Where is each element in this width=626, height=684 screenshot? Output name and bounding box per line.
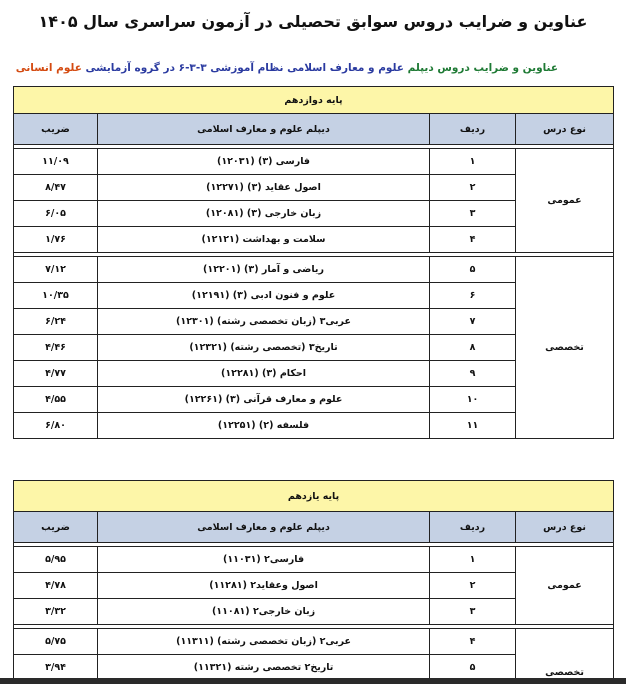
row-number: ۴: [430, 629, 516, 655]
table-row: [14, 257, 614, 283]
table-row: [14, 149, 614, 175]
subtitle-part-3: علوم انسانی: [15, 62, 82, 74]
course-title: عربی۲ (زبان تخصصی رشته) (۱۱۳۱۱): [98, 629, 430, 655]
page-title: عناوین و ضرایب دروس سوابق تحصیلی در آزمون سراسری سال ۱۴۰۵: [38, 12, 588, 31]
coefficient: ۵/۷۵: [14, 629, 98, 655]
table-row: [14, 629, 614, 655]
header-coefficient: ضریب: [14, 512, 98, 543]
coefficient: ۴/۷۸: [14, 573, 98, 599]
course-title: زبان خارجی۲ (۱۱۰۸۱): [98, 599, 430, 625]
course-title: اصول وعقاید۲ (۱۱۲۸۱): [98, 573, 430, 599]
page-subtitle: [16, 62, 558, 74]
header-course-title: دیپلم علوم و معارف اسلامی: [98, 512, 430, 543]
coefficient: ۴/۷۷: [14, 361, 98, 387]
coefficient: ۶/۰۵: [14, 201, 98, 227]
grade-11-table: [13, 480, 614, 681]
coefficient: ۶/۲۴: [14, 309, 98, 335]
coefficient: ۳/۹۴: [14, 655, 98, 681]
course-title: تاریخ۳ (تخصصی رشته) (۱۲۳۲۱): [98, 335, 430, 361]
row-number: ۵: [430, 655, 516, 681]
course-title: فارسی۲ (۱۱۰۳۱): [98, 547, 430, 573]
header-course-type: نوع درس: [516, 512, 614, 543]
course-title: فارسی (۳) (۱۲۰۳۱): [98, 149, 430, 175]
row-number: ۷: [430, 309, 516, 335]
coefficient: ۴/۴۶: [14, 335, 98, 361]
course-title: فلسفه (۲) (۱۲۲۵۱): [98, 413, 430, 439]
row-number: ۴: [430, 227, 516, 253]
row-number: ۹: [430, 361, 516, 387]
row-number: ۱۱: [430, 413, 516, 439]
row-number: ۳: [430, 201, 516, 227]
row-number: ۳: [430, 599, 516, 625]
header-course-title: دیپلم علوم و معارف اسلامی: [98, 114, 430, 145]
row-number: ۸: [430, 335, 516, 361]
header-course-type: نوع درس: [516, 114, 614, 145]
course-title: عربی۳ (زبان تخصصی رشته) (۱۲۳۰۱): [98, 309, 430, 335]
course-title: اصول عقاید (۳) (۱۲۲۷۱): [98, 175, 430, 201]
course-title: تاریخ۲ تخصصی رشته (۱۱۳۲۱): [98, 655, 430, 681]
course-type-cell: عمومی: [516, 149, 614, 253]
row-number: ۱۰: [430, 387, 516, 413]
table-row: [14, 547, 614, 573]
bottom-edge-bar: [0, 678, 626, 684]
subtitle-part-1: عناوین و ضرایب دروس دیپلم: [407, 62, 558, 74]
coefficient: ۱۰/۳۵: [14, 283, 98, 309]
grade-12-table: [13, 86, 614, 439]
row-number: ۲: [430, 573, 516, 599]
course-title: علوم و معارف قرآنی (۳) (۱۲۲۶۱): [98, 387, 430, 413]
row-number: ۵: [430, 257, 516, 283]
course-type-cell: عمومی: [516, 547, 614, 625]
course-title: احکام (۳) (۱۲۲۸۱): [98, 361, 430, 387]
coefficient: ۷/۱۲: [14, 257, 98, 283]
course-title: زبان خارجی (۳) (۱۲۰۸۱): [98, 201, 430, 227]
coefficient: ۸/۴۷: [14, 175, 98, 201]
coefficient: ۳/۳۲: [14, 599, 98, 625]
course-title: ریاضی و آمار (۳) (۱۲۲۰۱): [98, 257, 430, 283]
coefficient: ۱۱/۰۹: [14, 149, 98, 175]
header-row-number: ردیف: [430, 512, 516, 543]
row-number: ۶: [430, 283, 516, 309]
row-number: ۱: [430, 149, 516, 175]
coefficient: ۶/۸۰: [14, 413, 98, 439]
grade-band: پایه دوازدهم: [14, 87, 614, 114]
coefficient: ۵/۹۵: [14, 547, 98, 573]
course-title: علوم و فنون ادبی (۳) (۱۲۱۹۱): [98, 283, 430, 309]
subtitle-part-2: علوم و معارف اسلامی نظام آموزشی ۳-۳-۶ در گروه آزمایشی: [85, 62, 404, 74]
header-row-number: ردیف: [430, 114, 516, 145]
course-type-cell: تخصصی: [516, 257, 614, 439]
course-title: سلامت و بهداشت (۱۲۱۲۱): [98, 227, 430, 253]
row-number: ۱: [430, 547, 516, 573]
header-coefficient: ضریب: [14, 114, 98, 145]
coefficient: ۴/۵۵: [14, 387, 98, 413]
row-number: ۲: [430, 175, 516, 201]
coefficient: ۱/۷۶: [14, 227, 98, 253]
course-type-cell: تخصصی: [516, 629, 614, 681]
grade-band: پایه یازدهم: [14, 481, 614, 512]
